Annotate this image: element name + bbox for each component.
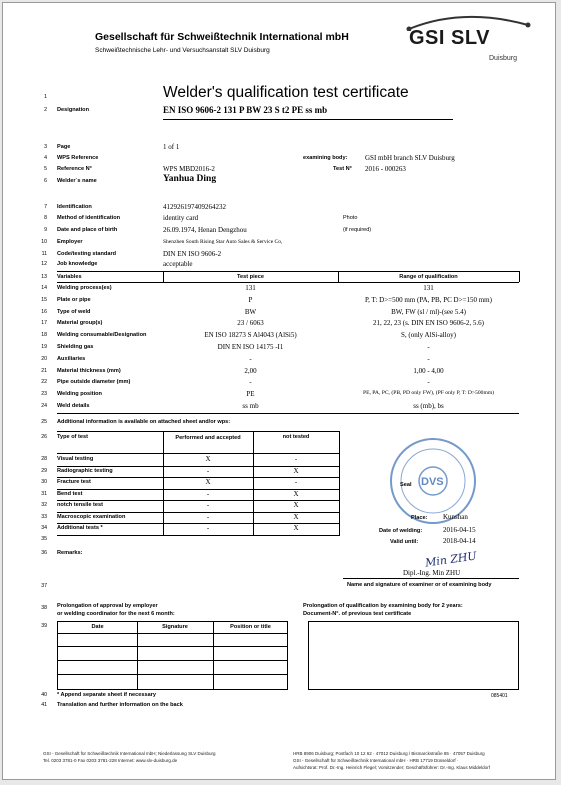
row-number: 35 bbox=[41, 536, 47, 542]
variable-test-value: BW bbox=[244, 307, 257, 316]
row-number: 9 bbox=[44, 227, 47, 233]
page-value: 1 of 1 bbox=[163, 143, 180, 151]
row-number: 24 bbox=[41, 403, 47, 409]
test-not-tested-mark: X bbox=[293, 512, 299, 521]
examiner-signature: Min ZHU bbox=[424, 549, 478, 570]
variable-test-value: 23 / 6063 bbox=[237, 319, 264, 328]
table-rule bbox=[57, 282, 519, 283]
row-number: 36 bbox=[41, 550, 47, 556]
seal-text: DVS bbox=[421, 476, 444, 488]
test-not-tested-mark: X bbox=[293, 466, 299, 475]
examining-body-value: GSI mbH branch SLV Duisburg bbox=[365, 154, 455, 162]
row-number: 13 bbox=[41, 274, 47, 280]
welders-name-label: Welder´s name bbox=[57, 178, 97, 184]
row-number: 22 bbox=[41, 379, 47, 386]
row-number: 17 bbox=[41, 320, 47, 327]
place-value: Kunshan bbox=[443, 513, 468, 521]
table-rule bbox=[58, 660, 288, 661]
certificate-page bbox=[2, 2, 556, 780]
row-number: 10 bbox=[41, 239, 47, 245]
valid-until-label: Valid until: bbox=[390, 539, 419, 545]
row-number: 19 bbox=[41, 344, 47, 350]
page-label: Page bbox=[57, 144, 71, 150]
variable-range-value: - bbox=[427, 354, 430, 363]
logo-text: GSI SLV bbox=[409, 27, 490, 49]
variable-test-value: P bbox=[248, 295, 253, 304]
variable-range-value: 1,00 - 4,00 bbox=[413, 366, 444, 375]
table-rule bbox=[57, 413, 519, 414]
variable-test-value: 2,00 bbox=[244, 366, 257, 375]
variable-range-value: 21, 22, 23 (s. DIN EN ISO 9606-2, 5.6) bbox=[372, 319, 485, 328]
test-performed-mark: - bbox=[206, 512, 210, 521]
gsi-slv-logo bbox=[403, 11, 533, 69]
col-position: Position or title bbox=[230, 624, 271, 630]
table-rule bbox=[519, 271, 520, 282]
table-rule bbox=[58, 646, 288, 647]
table-rule bbox=[58, 633, 288, 634]
test-performed-mark: - bbox=[206, 501, 210, 509]
place-label: Place: bbox=[411, 515, 428, 521]
prolong-employer-line1: Prolongation of approval by employer bbox=[57, 603, 158, 609]
not-tested-header: not tested bbox=[282, 434, 310, 440]
test-piece-header: Test piece bbox=[237, 274, 264, 280]
row-number: 34 bbox=[41, 525, 47, 531]
test-not-tested-mark: - bbox=[294, 478, 298, 486]
variable-test-value: DIN EN ISO 14175 -I1 bbox=[217, 343, 284, 351]
job-knowledge-label: Job knowledge bbox=[57, 261, 98, 267]
row-number: 37 bbox=[41, 583, 47, 589]
logo-subtitle: Duisburg bbox=[489, 55, 518, 62]
row-number: 15 bbox=[41, 296, 47, 303]
prolongation-body-box bbox=[308, 621, 519, 690]
identification-value: 412926197409264232 bbox=[163, 203, 226, 211]
row-number: 29 bbox=[41, 467, 47, 474]
test-type-label: notch tensile test bbox=[57, 502, 104, 508]
row-number: 14 bbox=[41, 285, 47, 291]
row-number: 7 bbox=[44, 204, 47, 210]
date-welding-label: Date of welding: bbox=[379, 528, 423, 534]
code-standard-value: DIN EN ISO 9606-2 bbox=[163, 250, 222, 258]
variable-range-value: S, (only AlSi-alloy) bbox=[400, 331, 457, 340]
wps-reference-label: WPS Reference bbox=[57, 155, 99, 161]
prolong-employer-line2: or welding coordinator for the next 6 month: bbox=[57, 611, 175, 617]
job-knowledge-value: acceptable bbox=[163, 260, 193, 268]
performed-header: Performed and accepted bbox=[175, 435, 241, 441]
seal-label: Seal bbox=[400, 482, 412, 488]
footer-left-2: Tel. 0203 3781-0 Fax 0203 3781-228 Internet: www.slv-duisburg.de bbox=[43, 758, 178, 763]
test-no-value: 2016 - 000263 bbox=[365, 165, 406, 173]
test-type-label: Visual testing bbox=[57, 456, 94, 462]
test-type-label: Fracture test bbox=[57, 479, 91, 485]
row-number: 5 bbox=[44, 166, 47, 172]
variable-range-value: P, T: D>=500 mm (PA, PB, PC D>=150 mm) bbox=[365, 295, 492, 304]
variables-header: Variables bbox=[57, 274, 82, 280]
photo-label: Photo bbox=[343, 215, 358, 221]
designation-value: EN ISO 9606-2 131 P BW 23 S t2 PE ss mb bbox=[163, 105, 328, 115]
method-id-label: Method of identification bbox=[57, 215, 121, 221]
row-number: 32 bbox=[41, 502, 47, 508]
variable-label: Welding consumable/Designation bbox=[57, 332, 147, 339]
row-number: 25 bbox=[41, 419, 47, 425]
form-code: 085401 bbox=[491, 693, 508, 699]
footer-mid-1: HRB 8906 Duisburg; Postfach 10 12 62 · 47012 Duisburg / Bismarckstraße 85 · 47057 Duisburg bbox=[293, 751, 485, 756]
examiner-caption: Name and signature of examiner or of examining body bbox=[347, 582, 492, 588]
if-required-label: (if required) bbox=[343, 227, 372, 233]
col-signature: Signature bbox=[162, 624, 188, 630]
date-welding-value: 2016-04-15 bbox=[443, 526, 476, 534]
org-name: Gesellschaft für Schweißtechnik International mbH bbox=[95, 31, 349, 43]
variable-label: Auxiliaries bbox=[57, 355, 86, 362]
row-number: 18 bbox=[41, 332, 47, 339]
test-performed-mark: X bbox=[205, 455, 211, 463]
row-number: 21 bbox=[41, 367, 47, 374]
row-number: 16 bbox=[41, 308, 47, 315]
row-number: 41 bbox=[41, 702, 47, 708]
append-note: * Append separate sheet if necessary bbox=[57, 692, 156, 698]
col-date: Date bbox=[91, 624, 104, 630]
row-number: 33 bbox=[41, 513, 47, 520]
employer-label: Employer bbox=[57, 239, 83, 245]
additional-info-label: Additional information is available on attached sheet and/or wps: bbox=[57, 419, 231, 425]
range-header: Range of qualification bbox=[399, 274, 458, 280]
reference-no-label: Reference N° bbox=[57, 166, 92, 172]
variable-label: Welding process(es) bbox=[57, 285, 112, 291]
row-number: 8 bbox=[44, 215, 47, 221]
row-number: 12 bbox=[41, 261, 47, 267]
signature-line bbox=[343, 578, 519, 579]
row-number: 30 bbox=[41, 479, 47, 485]
prolong-body-line2: Document-N°. of previous test certificate bbox=[303, 611, 412, 617]
remarks-label: Remarks: bbox=[57, 550, 83, 556]
welders-name-value: Yanhua Ding bbox=[163, 174, 217, 184]
variable-label: Pipe outside diameter (mm) bbox=[57, 379, 131, 386]
variable-label: Material group(s) bbox=[57, 320, 103, 327]
test-not-tested-mark: X bbox=[293, 489, 299, 498]
table-rule bbox=[57, 453, 339, 454]
test-performed-mark: - bbox=[206, 489, 210, 498]
table-rule bbox=[57, 431, 339, 432]
row-number: 26 bbox=[41, 434, 47, 440]
footer-mid-3: Aufsichtsrat: Prof. Dr.-Ing. Heinrich Flegel; Vorsitzender; Geschäftsführer: Dr.-Ing. Klaus Middeldorf bbox=[293, 765, 490, 770]
translation-note: Translation and further information on the back bbox=[57, 702, 183, 708]
title-underline bbox=[163, 119, 453, 120]
date-place-birth-label: Date and place of birth bbox=[57, 227, 118, 233]
date-place-birth-value: 26.09.1974, Henan Dengzhou bbox=[163, 226, 247, 234]
variable-test-value: PE bbox=[246, 390, 255, 399]
page-title: Welder's qualification test certificate bbox=[163, 84, 409, 101]
test-type-label: Bend test bbox=[57, 490, 83, 497]
examiner-name: Dipl.-Ing. Min ZHU bbox=[403, 569, 461, 577]
variable-label: Welding position bbox=[57, 391, 102, 398]
test-type-label: Additional tests * bbox=[57, 525, 103, 531]
variable-test-value: - bbox=[249, 378, 252, 387]
prolongation-employer-table bbox=[57, 621, 288, 690]
row-number: 20 bbox=[41, 355, 47, 362]
row-number: 1 bbox=[44, 94, 47, 100]
org-subtitle: Schweißtechnische Lehr- und Versuchsanstalt SLV Duisburg bbox=[95, 47, 270, 54]
designation-label: Designation bbox=[57, 107, 90, 113]
table-rule bbox=[57, 535, 339, 536]
method-id-value: identity card bbox=[163, 214, 199, 222]
prolong-body-line1: Prolongation of qualification by examining body for 2 years: bbox=[303, 603, 463, 609]
test-performed-mark: X bbox=[205, 478, 211, 486]
row-number: 6 bbox=[44, 178, 47, 184]
table-rule bbox=[58, 674, 288, 675]
variable-range-value: 131 bbox=[423, 284, 434, 292]
examining-body-label: examining body: bbox=[303, 155, 348, 161]
row-number: 38 bbox=[41, 605, 47, 611]
variable-label: Weld details bbox=[57, 403, 90, 409]
table-rule bbox=[339, 431, 340, 536]
variable-range-value: BW, FW (sl / ml)-(see 5.4) bbox=[391, 307, 466, 316]
test-performed-mark: - bbox=[206, 466, 210, 475]
code-standard-label: Code/testing standard bbox=[57, 251, 117, 257]
variable-test-value: - bbox=[249, 354, 252, 363]
footer-mid-2: GSI - Gesellschaft für Schweißtechnik International mbH · HRB 17719 Düsseldorf · bbox=[293, 758, 459, 763]
variable-label: Material thickness (mm) bbox=[57, 367, 121, 374]
variable-test-value: EN ISO 18273 S Al4043 (AlSi5) bbox=[204, 331, 297, 340]
identification-label: Identification bbox=[57, 204, 92, 210]
footer-left-1: GSI - Gesellschaft für Schweißtechnik International mbH; Niederlassung SLV Duisburg bbox=[43, 751, 216, 756]
test-type-label: Macroscopic examination bbox=[57, 513, 126, 520]
test-performed-mark: - bbox=[206, 524, 210, 532]
variable-label: Shielding gas bbox=[57, 344, 94, 350]
row-number: 40 bbox=[41, 692, 47, 698]
variable-range-value: - bbox=[427, 378, 430, 387]
row-number: 28 bbox=[41, 456, 47, 462]
variable-test-value: 131 bbox=[245, 284, 256, 292]
row-number: 39 bbox=[41, 623, 47, 629]
test-type-label: Radiographic testing bbox=[57, 467, 113, 474]
variable-label: Plate or pipe bbox=[57, 296, 91, 303]
table-rule bbox=[57, 271, 519, 272]
row-number: 3 bbox=[44, 144, 47, 150]
test-no-label: Test N° bbox=[333, 166, 352, 172]
reference-no-value: WPS MBD2016-2 bbox=[163, 165, 215, 173]
row-number: 31 bbox=[41, 490, 47, 497]
employer-value: Shenzhen South Rising Star Auto Sales & Service Co, bbox=[163, 239, 283, 245]
variable-test-value: ss mb bbox=[242, 402, 259, 410]
variable-label: Type of weld bbox=[57, 308, 91, 315]
variable-range-value: - bbox=[427, 343, 430, 351]
row-number: 4 bbox=[44, 155, 47, 161]
row-number: 2 bbox=[44, 107, 47, 113]
test-not-tested-mark: - bbox=[294, 455, 298, 463]
variable-range-value: ss (mb), bs bbox=[413, 402, 444, 410]
type-of-test-header: Type of test bbox=[57, 434, 88, 440]
valid-until-value: 2018-04-14 bbox=[443, 537, 476, 545]
row-number: 11 bbox=[41, 251, 47, 257]
test-not-tested-mark: X bbox=[293, 524, 299, 532]
test-not-tested-mark: X bbox=[293, 501, 299, 509]
variable-range-value: PE, PA, PC, (PB, PD only FW), (PF only P, T: D>500mm) bbox=[362, 390, 495, 397]
row-number: 23 bbox=[41, 391, 47, 398]
